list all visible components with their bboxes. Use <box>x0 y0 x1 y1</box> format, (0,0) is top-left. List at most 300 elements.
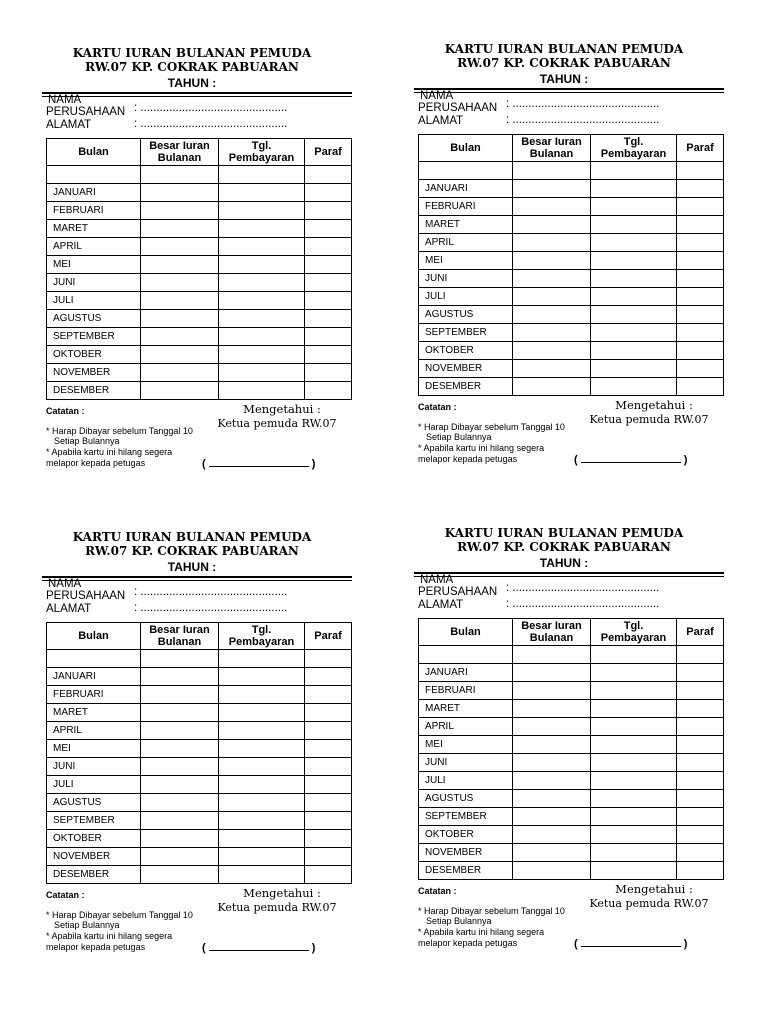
entry-cell[interactable] <box>141 220 219 238</box>
entry-cell[interactable] <box>219 346 305 364</box>
alamat-label: ALAMAT <box>46 603 92 615</box>
nama-field[interactable]: : .............................................. <box>134 586 288 598</box>
entry-cell[interactable] <box>591 252 677 270</box>
entry-cell[interactable] <box>305 256 352 274</box>
table-row <box>47 758 352 776</box>
entry-cell[interactable] <box>305 184 352 202</box>
entry-cell[interactable] <box>513 808 591 826</box>
month-cell: JULI <box>419 288 513 306</box>
entry-cell[interactable] <box>591 718 677 736</box>
entry-cell[interactable] <box>305 722 352 740</box>
entry-cell[interactable] <box>141 274 219 292</box>
title-divider-thin <box>42 580 352 581</box>
month-cell: APRIL <box>47 722 141 740</box>
entry-cell[interactable] <box>305 794 352 812</box>
entry-cell[interactable] <box>591 306 677 324</box>
header-bulan: Bulan <box>419 135 513 162</box>
month-cell: MARET <box>419 700 513 718</box>
entry-cell[interactable] <box>513 342 591 360</box>
entry-cell[interactable] <box>305 866 352 884</box>
table-row <box>419 664 724 682</box>
table-row <box>47 346 352 364</box>
entry-cell[interactable] <box>677 682 724 700</box>
nama-label: NAMA <box>420 574 454 586</box>
entry-cell[interactable] <box>591 288 677 306</box>
month-cell: OKTOBER <box>47 346 141 364</box>
membership-card-top-left <box>42 46 362 496</box>
header-tgl-pembayaran: Tgl. Pembayaran <box>591 619 677 646</box>
mengetahui-label: Mengetahui : <box>243 402 321 416</box>
entry-cell[interactable] <box>219 202 305 220</box>
month-cell: NOVEMBER <box>419 844 513 862</box>
entry-cell[interactable] <box>141 740 219 758</box>
entry-cell[interactable] <box>677 288 724 306</box>
entry-cell[interactable] <box>513 198 591 216</box>
entry-cell[interactable] <box>677 718 724 736</box>
card-title: KARTU IURAN BULANAN PEMUDA <box>444 42 684 56</box>
entry-cell[interactable] <box>513 306 591 324</box>
entry-cell[interactable] <box>591 790 677 808</box>
signature-line[interactable] <box>202 940 322 954</box>
table-row <box>47 866 352 884</box>
entry-cell[interactable] <box>219 328 305 346</box>
entry-cell[interactable] <box>305 848 352 866</box>
table-row <box>419 270 724 288</box>
entry-cell[interactable] <box>305 382 352 400</box>
note2-line2: melapor kepada petugas <box>46 942 146 952</box>
entry-cell[interactable] <box>677 378 724 396</box>
entry-cell[interactable] <box>677 216 724 234</box>
entry-cell[interactable] <box>305 830 352 848</box>
header-besar-iuran: Besar Iuran Bulanan <box>141 139 219 166</box>
entry-cell[interactable] <box>219 758 305 776</box>
nama-field[interactable]: : .............................................. <box>506 98 660 110</box>
entry-cell[interactable] <box>677 700 724 718</box>
entry-cell[interactable] <box>305 776 352 794</box>
month-cell: SEPTEMBER <box>419 808 513 826</box>
card-title: KARTU IURAN BULANAN PEMUDA <box>72 46 312 60</box>
month-cell: OKTOBER <box>419 826 513 844</box>
table-row <box>419 252 724 270</box>
entry-cell[interactable] <box>141 310 219 328</box>
entry-cell[interactable] <box>677 270 724 288</box>
ketua-label: Ketua pemuda RW.07 <box>217 417 337 430</box>
entry-cell[interactable] <box>591 682 677 700</box>
entry-cell[interactable] <box>591 198 677 216</box>
month-cell: FEBRUARI <box>419 682 513 700</box>
entry-cell[interactable] <box>677 324 724 342</box>
entry-cell[interactable] <box>513 360 591 378</box>
table-row <box>47 830 352 848</box>
month-cell: MARET <box>419 216 513 234</box>
title-divider <box>414 572 724 574</box>
entry-cell[interactable] <box>141 848 219 866</box>
cell <box>419 646 513 664</box>
sign-open: ( <box>202 458 206 470</box>
entry-cell[interactable] <box>141 382 219 400</box>
month-cell: JANUARI <box>47 184 141 202</box>
entry-cell[interactable] <box>305 758 352 776</box>
catatan-label: Catatan : <box>46 406 85 416</box>
card-year-label: TAHUN : <box>539 556 589 570</box>
entry-cell[interactable] <box>305 812 352 830</box>
entry-cell[interactable] <box>141 256 219 274</box>
header-paraf: Paraf <box>305 139 352 166</box>
month-cell: DESEMBER <box>419 378 513 396</box>
table-row <box>419 234 724 252</box>
entry-cell[interactable] <box>141 328 219 346</box>
entry-cell[interactable] <box>513 754 591 772</box>
month-cell: DESEMBER <box>47 866 141 884</box>
catatan-label: Catatan : <box>418 886 457 896</box>
cell[interactable] <box>305 166 352 184</box>
entry-cell[interactable] <box>141 722 219 740</box>
entry-cell[interactable] <box>513 378 591 396</box>
entry-cell[interactable] <box>591 360 677 378</box>
entry-cell[interactable] <box>677 342 724 360</box>
entry-cell[interactable] <box>591 378 677 396</box>
entry-cell[interactable] <box>677 198 724 216</box>
table-row <box>419 736 724 754</box>
entry-cell[interactable] <box>141 184 219 202</box>
card-subtitle: RW.07 KP. COKRAK PABUARAN <box>457 540 671 554</box>
entry-cell[interactable] <box>677 252 724 270</box>
entry-cell[interactable] <box>141 346 219 364</box>
table-row <box>47 848 352 866</box>
title-divider-thin <box>42 96 352 97</box>
membership-card-top-right <box>414 42 734 492</box>
entry-cell[interactable] <box>219 794 305 812</box>
cell[interactable] <box>305 650 352 668</box>
table-row <box>419 198 724 216</box>
entry-cell[interactable] <box>513 772 591 790</box>
table-row <box>419 682 724 700</box>
entry-cell[interactable] <box>219 704 305 722</box>
nama-label: NAMA <box>48 578 82 590</box>
month-cell: OKTOBER <box>419 342 513 360</box>
table-row <box>419 826 724 844</box>
table-header-row <box>419 135 724 162</box>
month-cell: OKTOBER <box>47 830 141 848</box>
header-paraf: Paraf <box>677 619 724 646</box>
cell[interactable] <box>591 162 677 180</box>
table-row <box>419 378 724 396</box>
nama-field[interactable]: : .............................................. <box>506 582 660 594</box>
entry-cell[interactable] <box>513 826 591 844</box>
entry-cell[interactable] <box>219 686 305 704</box>
entry-cell[interactable] <box>219 310 305 328</box>
month-cell: MEI <box>47 256 141 274</box>
table-row <box>419 862 724 880</box>
entry-cell[interactable] <box>677 306 724 324</box>
month-cell: JULI <box>47 292 141 310</box>
entry-cell[interactable] <box>513 270 591 288</box>
entry-cell[interactable] <box>513 180 591 198</box>
entry-cell[interactable] <box>305 740 352 758</box>
entry-cell[interactable] <box>305 346 352 364</box>
signature-line[interactable] <box>202 456 322 470</box>
cell[interactable] <box>219 166 305 184</box>
entry-cell[interactable] <box>513 252 591 270</box>
note2-line1: * Apabila kartu ini hilang segera <box>418 927 545 937</box>
cell[interactable] <box>219 650 305 668</box>
alamat-label: ALAMAT <box>418 599 464 611</box>
month-cell: MEI <box>419 736 513 754</box>
table-row <box>419 324 724 342</box>
cell[interactable] <box>677 646 724 664</box>
entry-cell[interactable] <box>305 364 352 382</box>
header-tgl-pembayaran: Tgl. Pembayaran <box>219 139 305 166</box>
entry-cell[interactable] <box>677 736 724 754</box>
entry-cell[interactable] <box>513 700 591 718</box>
header-besar-iuran: Besar Iuran Bulanan <box>513 135 591 162</box>
header-tgl-pembayaran: Tgl. Pembayaran <box>219 623 305 650</box>
table-row <box>47 292 352 310</box>
month-cell: MARET <box>47 220 141 238</box>
membership-card-bottom-left <box>42 530 362 980</box>
table-row <box>47 202 352 220</box>
entry-cell[interactable] <box>513 324 591 342</box>
month-cell: JUNI <box>47 274 141 292</box>
header-besar-iuran: Besar Iuran Bulanan <box>513 619 591 646</box>
entry-cell[interactable] <box>591 862 677 880</box>
entry-cell[interactable] <box>513 288 591 306</box>
entry-cell[interactable] <box>219 812 305 830</box>
entry-cell[interactable] <box>677 808 724 826</box>
cell[interactable] <box>141 166 219 184</box>
entry-cell[interactable] <box>305 238 352 256</box>
table-header-row <box>47 139 352 166</box>
note1-line2: Setiap Bulannya <box>54 436 120 446</box>
entry-cell[interactable] <box>677 754 724 772</box>
entry-cell[interactable] <box>305 686 352 704</box>
entry-cell[interactable] <box>141 686 219 704</box>
alamat-field[interactable]: : .............................................. <box>506 114 660 126</box>
entry-cell[interactable] <box>219 722 305 740</box>
entry-cell[interactable] <box>219 776 305 794</box>
table-row <box>419 772 724 790</box>
alamat-field[interactable]: : .............................................. <box>506 598 660 610</box>
month-cell: AGUSTUS <box>419 790 513 808</box>
entry-cell[interactable] <box>141 292 219 310</box>
month-cell: APRIL <box>47 238 141 256</box>
entry-cell[interactable] <box>219 364 305 382</box>
signature-blank <box>581 452 681 463</box>
perusahaan-label: PERUSAHAAN <box>418 586 498 598</box>
signature-line[interactable] <box>574 936 694 950</box>
entry-cell[interactable] <box>219 848 305 866</box>
card-title: KARTU IURAN BULANAN PEMUDA <box>444 526 684 540</box>
month-cell: JULI <box>419 772 513 790</box>
entry-cell[interactable] <box>141 812 219 830</box>
entry-cell[interactable] <box>513 682 591 700</box>
entry-cell[interactable] <box>513 664 591 682</box>
entry-cell[interactable] <box>591 270 677 288</box>
payment-table <box>46 138 352 400</box>
entry-cell[interactable] <box>305 668 352 686</box>
entry-cell[interactable] <box>141 238 219 256</box>
entry-cell[interactable] <box>677 790 724 808</box>
entry-cell[interactable] <box>305 292 352 310</box>
note2-line2: melapor kepada petugas <box>418 454 518 464</box>
perusahaan-label: PERUSAHAAN <box>418 102 498 114</box>
signature-blank <box>209 456 309 467</box>
entry-cell[interactable] <box>141 202 219 220</box>
entry-cell[interactable] <box>591 754 677 772</box>
table-row <box>419 342 724 360</box>
payment-table <box>46 622 352 884</box>
month-cell: NOVEMBER <box>47 848 141 866</box>
month-cell: NOVEMBER <box>419 360 513 378</box>
entry-cell[interactable] <box>513 736 591 754</box>
entry-cell[interactable] <box>591 772 677 790</box>
note1-line2: Setiap Bulannya <box>426 916 492 926</box>
entry-cell[interactable] <box>513 862 591 880</box>
entry-cell[interactable] <box>591 736 677 754</box>
table-row <box>419 360 724 378</box>
entry-cell[interactable] <box>305 274 352 292</box>
entry-cell[interactable] <box>591 844 677 862</box>
table-row <box>47 740 352 758</box>
entry-cell[interactable] <box>591 700 677 718</box>
note2-line1: * Apabila kartu ini hilang segera <box>46 931 173 941</box>
table-row <box>419 180 724 198</box>
nama-field[interactable]: : .............................................. <box>134 102 288 114</box>
entry-cell[interactable] <box>141 776 219 794</box>
entry-cell[interactable] <box>141 830 219 848</box>
entry-cell[interactable] <box>141 364 219 382</box>
payment-table <box>418 134 724 396</box>
mengetahui-label: Mengetahui : <box>615 398 693 412</box>
perusahaan-label: PERUSAHAAN <box>46 106 126 118</box>
cell[interactable] <box>591 646 677 664</box>
entry-cell[interactable] <box>219 220 305 238</box>
table-row <box>47 722 352 740</box>
table-row <box>47 794 352 812</box>
month-cell: JANUARI <box>419 664 513 682</box>
entry-cell[interactable] <box>677 844 724 862</box>
month-cell: SEPTEMBER <box>47 328 141 346</box>
entry-cell[interactable] <box>513 790 591 808</box>
cell[interactable] <box>513 646 591 664</box>
entry-cell[interactable] <box>677 360 724 378</box>
entry-cell[interactable] <box>513 234 591 252</box>
month-cell: JULI <box>47 776 141 794</box>
mengetahui-label: Mengetahui : <box>243 886 321 900</box>
entry-cell[interactable] <box>305 202 352 220</box>
entry-cell[interactable] <box>141 794 219 812</box>
header-bulan: Bulan <box>47 139 141 166</box>
entry-cell[interactable] <box>513 844 591 862</box>
entry-cell[interactable] <box>219 274 305 292</box>
table-row <box>419 216 724 234</box>
entry-cell[interactable] <box>219 668 305 686</box>
entry-cell[interactable] <box>141 866 219 884</box>
alamat-label: ALAMAT <box>46 119 92 131</box>
entry-cell[interactable] <box>219 238 305 256</box>
table-row <box>47 310 352 328</box>
alamat-field[interactable]: : .............................................. <box>134 118 288 130</box>
entry-cell[interactable] <box>305 310 352 328</box>
note1-line2: Setiap Bulannya <box>426 432 492 442</box>
entry-cell[interactable] <box>677 826 724 844</box>
month-cell: JANUARI <box>47 668 141 686</box>
ketua-label: Ketua pemuda RW.07 <box>589 897 709 910</box>
entry-cell[interactable] <box>141 758 219 776</box>
header-besar-iuran: Besar Iuran Bulanan <box>141 623 219 650</box>
sign-close: ) <box>311 942 316 954</box>
entry-cell[interactable] <box>219 830 305 848</box>
entry-cell[interactable] <box>677 180 724 198</box>
entry-cell[interactable] <box>591 180 677 198</box>
title-divider-thin <box>414 92 724 93</box>
signature-line[interactable] <box>574 452 694 466</box>
entry-cell[interactable] <box>677 862 724 880</box>
entry-cell[interactable] <box>219 740 305 758</box>
month-cell: APRIL <box>419 718 513 736</box>
month-cell: AGUSTUS <box>419 306 513 324</box>
note1-line2: Setiap Bulannya <box>54 920 120 930</box>
entry-cell[interactable] <box>219 184 305 202</box>
month-cell: MEI <box>419 252 513 270</box>
entry-cell[interactable] <box>305 220 352 238</box>
entry-cell[interactable] <box>305 328 352 346</box>
perusahaan-label: PERUSAHAAN <box>46 590 126 602</box>
note2-line2: melapor kepada petugas <box>418 938 518 948</box>
month-cell: MEI <box>47 740 141 758</box>
cell[interactable] <box>141 650 219 668</box>
entry-cell[interactable] <box>677 664 724 682</box>
cell[interactable] <box>677 162 724 180</box>
table-row <box>47 668 352 686</box>
entry-cell[interactable] <box>591 216 677 234</box>
month-cell: JUNI <box>419 754 513 772</box>
table-row <box>419 718 724 736</box>
entry-cell[interactable] <box>219 256 305 274</box>
entry-cell[interactable] <box>219 866 305 884</box>
entry-cell[interactable] <box>513 718 591 736</box>
entry-cell[interactable] <box>591 324 677 342</box>
entry-cell[interactable] <box>219 292 305 310</box>
alamat-field[interactable]: : .............................................. <box>134 602 288 614</box>
card-subtitle: RW.07 KP. COKRAK PABUARAN <box>457 56 671 70</box>
entry-cell[interactable] <box>513 216 591 234</box>
signature-blank <box>209 940 309 951</box>
entry-cell[interactable] <box>219 382 305 400</box>
month-cell: JUNI <box>419 270 513 288</box>
entry-cell[interactable] <box>141 704 219 722</box>
month-cell: FEBRUARI <box>419 198 513 216</box>
month-cell: JUNI <box>47 758 141 776</box>
entry-cell[interactable] <box>591 808 677 826</box>
table-header-row <box>47 623 352 650</box>
sign-open: ( <box>574 938 578 950</box>
entry-cell[interactable] <box>141 668 219 686</box>
entry-cell[interactable] <box>305 704 352 722</box>
entry-cell[interactable] <box>591 826 677 844</box>
entry-cell[interactable] <box>677 234 724 252</box>
entry-cell[interactable] <box>591 234 677 252</box>
table-row <box>47 184 352 202</box>
payment-table <box>418 618 724 880</box>
entry-cell[interactable] <box>591 342 677 360</box>
entry-cell[interactable] <box>591 664 677 682</box>
catatan-label: Catatan : <box>46 890 85 900</box>
cell[interactable] <box>513 162 591 180</box>
table-row-blank <box>47 166 352 184</box>
header-bulan: Bulan <box>47 623 141 650</box>
entry-cell[interactable] <box>677 772 724 790</box>
